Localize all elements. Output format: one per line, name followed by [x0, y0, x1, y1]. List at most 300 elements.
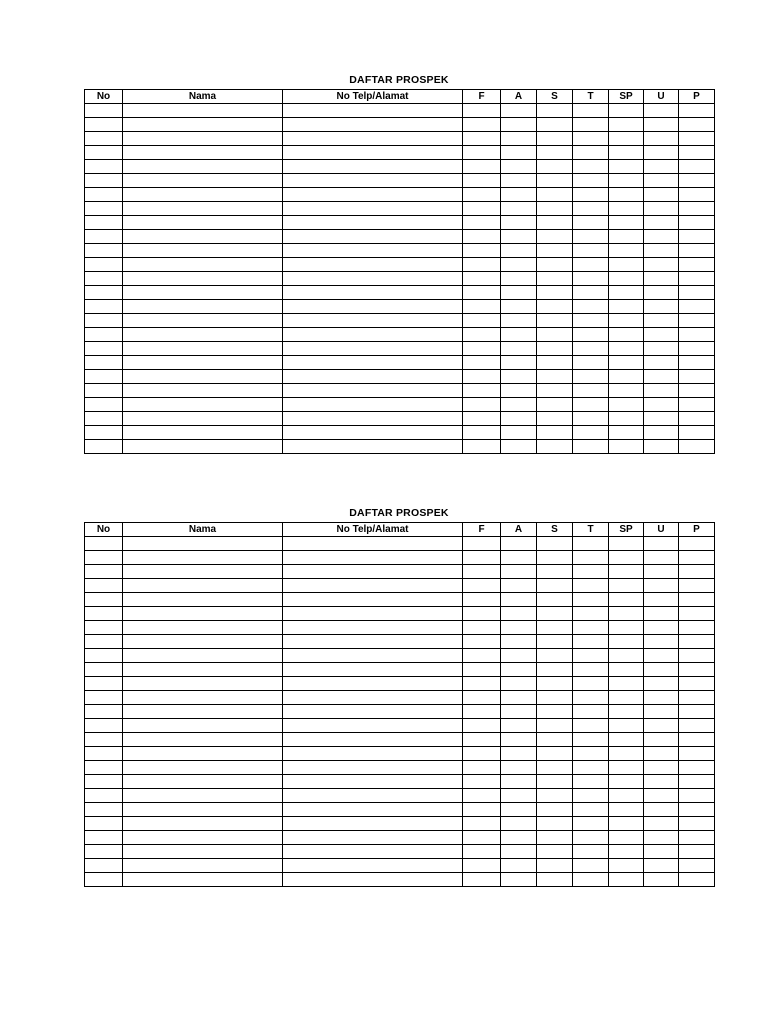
table-cell	[85, 370, 123, 384]
table-row	[85, 663, 715, 677]
table-cell	[85, 132, 123, 146]
table-cell	[644, 426, 679, 440]
table-row	[85, 230, 715, 244]
column-header-u: U	[644, 523, 679, 537]
table-cell	[644, 118, 679, 132]
table-cell	[283, 300, 463, 314]
table-cell	[123, 174, 283, 188]
table-cell	[537, 859, 573, 873]
table-cell	[463, 328, 501, 342]
table-cell	[501, 593, 537, 607]
table-cell	[123, 873, 283, 887]
table-cell	[463, 398, 501, 412]
table-cell	[283, 691, 463, 705]
table-cell	[609, 537, 644, 551]
table-cell	[679, 426, 715, 440]
table-row	[85, 761, 715, 775]
table-cell	[679, 789, 715, 803]
table-cell	[463, 202, 501, 216]
table-cell	[537, 118, 573, 132]
table-row	[85, 733, 715, 747]
table-cell	[123, 831, 283, 845]
table-cell	[85, 803, 123, 817]
table-cell	[573, 691, 609, 705]
table-cell	[283, 258, 463, 272]
table-cell	[679, 174, 715, 188]
column-header-a: A	[501, 523, 537, 537]
table-cell	[537, 789, 573, 803]
table-cell	[283, 328, 463, 342]
table-cell	[123, 621, 283, 635]
table-cell	[679, 817, 715, 831]
table-cell	[679, 621, 715, 635]
column-header-f: F	[463, 90, 501, 104]
table-cell	[679, 440, 715, 454]
table-cell	[463, 691, 501, 705]
table-cell	[463, 412, 501, 426]
table-cell	[644, 747, 679, 761]
table-cell	[609, 845, 644, 859]
table-cell	[537, 370, 573, 384]
table-cell	[573, 845, 609, 859]
table-cell	[85, 328, 123, 342]
table-cell	[573, 244, 609, 258]
table-cell	[85, 691, 123, 705]
table-cell	[573, 817, 609, 831]
table-cell	[679, 663, 715, 677]
table-cell	[679, 761, 715, 775]
table-cell	[85, 174, 123, 188]
table-cell	[501, 356, 537, 370]
table-cell	[123, 747, 283, 761]
table-cell	[644, 272, 679, 286]
table-cell	[644, 104, 679, 118]
table-cell	[283, 118, 463, 132]
table-cell	[537, 635, 573, 649]
table-cell	[501, 342, 537, 356]
table-cell	[123, 398, 283, 412]
table-cell	[537, 160, 573, 174]
column-header-telp-alamat: No Telp/Alamat	[283, 90, 463, 104]
table-cell	[609, 635, 644, 649]
table-cell	[679, 607, 715, 621]
table-cell	[679, 412, 715, 426]
table-cell	[123, 202, 283, 216]
table-cell	[123, 789, 283, 803]
table-cell	[85, 244, 123, 258]
table-cell	[463, 216, 501, 230]
table-header-row	[85, 523, 715, 537]
table-cell	[537, 803, 573, 817]
table-cell	[85, 845, 123, 859]
table-cell	[573, 621, 609, 635]
table-cell	[283, 873, 463, 887]
table-cell	[85, 300, 123, 314]
table-cell	[679, 845, 715, 859]
table-cell	[679, 384, 715, 398]
table-cell	[85, 859, 123, 873]
table-cell	[537, 356, 573, 370]
table-cell	[644, 761, 679, 775]
table-row	[85, 579, 715, 593]
table-cell	[123, 258, 283, 272]
table-cell	[123, 551, 283, 565]
table-cell	[463, 342, 501, 356]
table-cell	[609, 356, 644, 370]
column-header-s: S	[537, 523, 573, 537]
table-cell	[283, 677, 463, 691]
table-cell	[123, 775, 283, 789]
table-cell	[573, 426, 609, 440]
table-cell	[85, 356, 123, 370]
table-cell	[283, 244, 463, 258]
table-cell	[501, 412, 537, 426]
table-cell	[85, 286, 123, 300]
table-cell	[123, 845, 283, 859]
table-cell	[679, 104, 715, 118]
table-cell	[283, 817, 463, 831]
table-cell	[609, 104, 644, 118]
table-cell	[283, 272, 463, 286]
table-cell	[463, 705, 501, 719]
table-cell	[609, 607, 644, 621]
table-cell	[85, 733, 123, 747]
table-row	[85, 272, 715, 286]
table-cell	[679, 831, 715, 845]
table-row	[85, 440, 715, 454]
table-cell	[573, 803, 609, 817]
table-cell	[609, 565, 644, 579]
table-row	[85, 607, 715, 621]
table-cell	[463, 873, 501, 887]
table-cell	[283, 174, 463, 188]
table-cell	[573, 188, 609, 202]
table-cell	[283, 440, 463, 454]
table-cell	[573, 230, 609, 244]
table-cell	[573, 761, 609, 775]
table-cell	[283, 286, 463, 300]
table-cell	[644, 537, 679, 551]
table-cell	[501, 202, 537, 216]
table-row	[85, 719, 715, 733]
table-body	[85, 104, 715, 454]
table-row	[85, 635, 715, 649]
table-cell	[537, 579, 573, 593]
table-cell	[644, 551, 679, 565]
table-cell	[644, 789, 679, 803]
table-cell	[501, 873, 537, 887]
table-cell	[501, 244, 537, 258]
table-cell	[644, 635, 679, 649]
table-cell	[679, 565, 715, 579]
table-row	[85, 104, 715, 118]
table-cell	[501, 314, 537, 328]
table-cell	[501, 607, 537, 621]
table-cell	[85, 440, 123, 454]
table-cell	[283, 761, 463, 775]
table-cell	[463, 789, 501, 803]
table-cell	[679, 859, 715, 873]
table-cell	[679, 705, 715, 719]
table-cell	[123, 300, 283, 314]
table-cell	[501, 579, 537, 593]
table-cell	[501, 160, 537, 174]
table-cell	[501, 146, 537, 160]
table-cell	[85, 775, 123, 789]
table-cell	[501, 286, 537, 300]
table-cell	[644, 160, 679, 174]
table-cell	[573, 328, 609, 342]
table-cell	[679, 188, 715, 202]
table-cell	[85, 551, 123, 565]
table-cell	[123, 635, 283, 649]
table-cell	[283, 551, 463, 565]
table-cell	[463, 579, 501, 593]
table-cell	[463, 440, 501, 454]
table-cell	[501, 328, 537, 342]
table-row	[85, 174, 715, 188]
table-cell	[463, 356, 501, 370]
table-cell	[679, 719, 715, 733]
table-cell	[85, 160, 123, 174]
table-cell	[679, 370, 715, 384]
table-cell	[85, 146, 123, 160]
table-row	[85, 565, 715, 579]
table-cell	[537, 593, 573, 607]
table-cell	[644, 579, 679, 593]
table-cell	[609, 621, 644, 635]
table-cell	[537, 328, 573, 342]
table-cell	[85, 705, 123, 719]
table-cell	[501, 719, 537, 733]
table-cell	[501, 705, 537, 719]
table-cell	[644, 859, 679, 873]
table-cell	[644, 342, 679, 356]
table-header-row	[85, 90, 715, 104]
sheet-title: DAFTAR PROSPEK	[349, 74, 449, 86]
table-cell	[85, 873, 123, 887]
table-cell	[609, 202, 644, 216]
table-cell	[123, 817, 283, 831]
table-cell	[644, 831, 679, 845]
table-cell	[609, 216, 644, 230]
table-cell	[501, 104, 537, 118]
table-row	[85, 677, 715, 691]
prospect-sheet-1	[84, 72, 714, 454]
table-row	[85, 202, 715, 216]
table-cell	[501, 188, 537, 202]
table-cell	[283, 733, 463, 747]
table-cell	[123, 314, 283, 328]
table-cell	[501, 789, 537, 803]
table-cell	[644, 146, 679, 160]
table-row	[85, 803, 715, 817]
table-cell	[644, 314, 679, 328]
table-cell	[463, 677, 501, 691]
table-cell	[537, 258, 573, 272]
table-cell	[609, 188, 644, 202]
table-cell	[463, 831, 501, 845]
table-cell	[463, 132, 501, 146]
table-row	[85, 551, 715, 565]
table-cell	[123, 412, 283, 426]
table-cell	[573, 677, 609, 691]
table-cell	[283, 621, 463, 635]
table-cell	[573, 412, 609, 426]
table-cell	[609, 314, 644, 328]
table-row	[85, 859, 715, 873]
table-cell	[85, 342, 123, 356]
table-cell	[283, 132, 463, 146]
table-cell	[537, 677, 573, 691]
table-cell	[609, 803, 644, 817]
table-cell	[644, 244, 679, 258]
table-row	[85, 691, 715, 705]
table-cell	[644, 733, 679, 747]
table-cell	[463, 621, 501, 635]
table-cell	[85, 258, 123, 272]
table-cell	[501, 621, 537, 635]
table-cell	[573, 733, 609, 747]
table-cell	[501, 691, 537, 705]
table-cell	[679, 272, 715, 286]
table-row	[85, 244, 715, 258]
table-cell	[501, 300, 537, 314]
table-cell	[537, 831, 573, 845]
table-cell	[537, 412, 573, 426]
table-cell	[85, 831, 123, 845]
table-cell	[463, 803, 501, 817]
table-cell	[283, 859, 463, 873]
table-cell	[679, 775, 715, 789]
table-row	[85, 356, 715, 370]
table-cell	[609, 579, 644, 593]
table-cell	[123, 230, 283, 244]
table-cell	[573, 747, 609, 761]
table-cell	[573, 300, 609, 314]
table-cell	[501, 216, 537, 230]
table-cell	[283, 845, 463, 859]
table-cell	[283, 719, 463, 733]
table-cell	[573, 537, 609, 551]
table-cell	[501, 370, 537, 384]
table-cell	[463, 733, 501, 747]
column-header-u: U	[644, 90, 679, 104]
table-cell	[283, 579, 463, 593]
table-cell	[501, 230, 537, 244]
table-cell	[463, 300, 501, 314]
table-cell	[501, 677, 537, 691]
table-cell	[501, 398, 537, 412]
table-cell	[501, 817, 537, 831]
table-cell	[573, 775, 609, 789]
table-cell	[537, 300, 573, 314]
table-cell	[573, 342, 609, 356]
table-row	[85, 118, 715, 132]
table-cell	[644, 398, 679, 412]
table-cell	[123, 649, 283, 663]
table-cell	[644, 663, 679, 677]
table-cell	[501, 859, 537, 873]
table-cell	[85, 537, 123, 551]
table-cell	[644, 370, 679, 384]
table-cell	[501, 733, 537, 747]
table-cell	[85, 789, 123, 803]
column-header-sp: SP	[609, 90, 644, 104]
table-cell	[463, 384, 501, 398]
table-cell	[573, 258, 609, 272]
table-cell	[537, 845, 573, 859]
table-cell	[573, 705, 609, 719]
table-cell	[644, 593, 679, 607]
table-cell	[283, 426, 463, 440]
table-cell	[609, 859, 644, 873]
table-cell	[283, 705, 463, 719]
table-cell	[537, 244, 573, 258]
table-cell	[609, 551, 644, 565]
table-row	[85, 328, 715, 342]
table-cell	[123, 342, 283, 356]
table-cell	[463, 845, 501, 859]
table-cell	[501, 775, 537, 789]
table-cell	[283, 635, 463, 649]
table-cell	[283, 412, 463, 426]
table-cell	[573, 551, 609, 565]
table-cell	[283, 314, 463, 328]
table-cell	[573, 202, 609, 216]
table-cell	[609, 160, 644, 174]
table-cell	[609, 775, 644, 789]
table-row	[85, 160, 715, 174]
table-cell	[501, 747, 537, 761]
table-cell	[537, 537, 573, 551]
table-cell	[609, 733, 644, 747]
table-cell	[573, 789, 609, 803]
table-cell	[283, 370, 463, 384]
table-row	[85, 132, 715, 146]
table-cell	[679, 593, 715, 607]
table-cell	[85, 216, 123, 230]
table-cell	[123, 719, 283, 733]
table-cell	[123, 607, 283, 621]
table-cell	[609, 817, 644, 831]
table-cell	[283, 831, 463, 845]
table-cell	[123, 705, 283, 719]
table-cell	[644, 677, 679, 691]
table-cell	[463, 244, 501, 258]
table-cell	[609, 300, 644, 314]
table-row	[85, 342, 715, 356]
table-cell	[679, 286, 715, 300]
table-cell	[644, 691, 679, 705]
table-cell	[463, 258, 501, 272]
table-cell	[501, 537, 537, 551]
table-cell	[283, 803, 463, 817]
table-cell	[463, 370, 501, 384]
table-cell	[537, 691, 573, 705]
table-cell	[644, 817, 679, 831]
table-cell	[123, 216, 283, 230]
table-cell	[679, 635, 715, 649]
table-cell	[644, 607, 679, 621]
column-header-p: P	[679, 90, 715, 104]
table-cell	[573, 607, 609, 621]
table-cell	[283, 649, 463, 663]
table-cell	[609, 705, 644, 719]
table-cell	[283, 146, 463, 160]
table-cell	[283, 384, 463, 398]
table-cell	[573, 314, 609, 328]
